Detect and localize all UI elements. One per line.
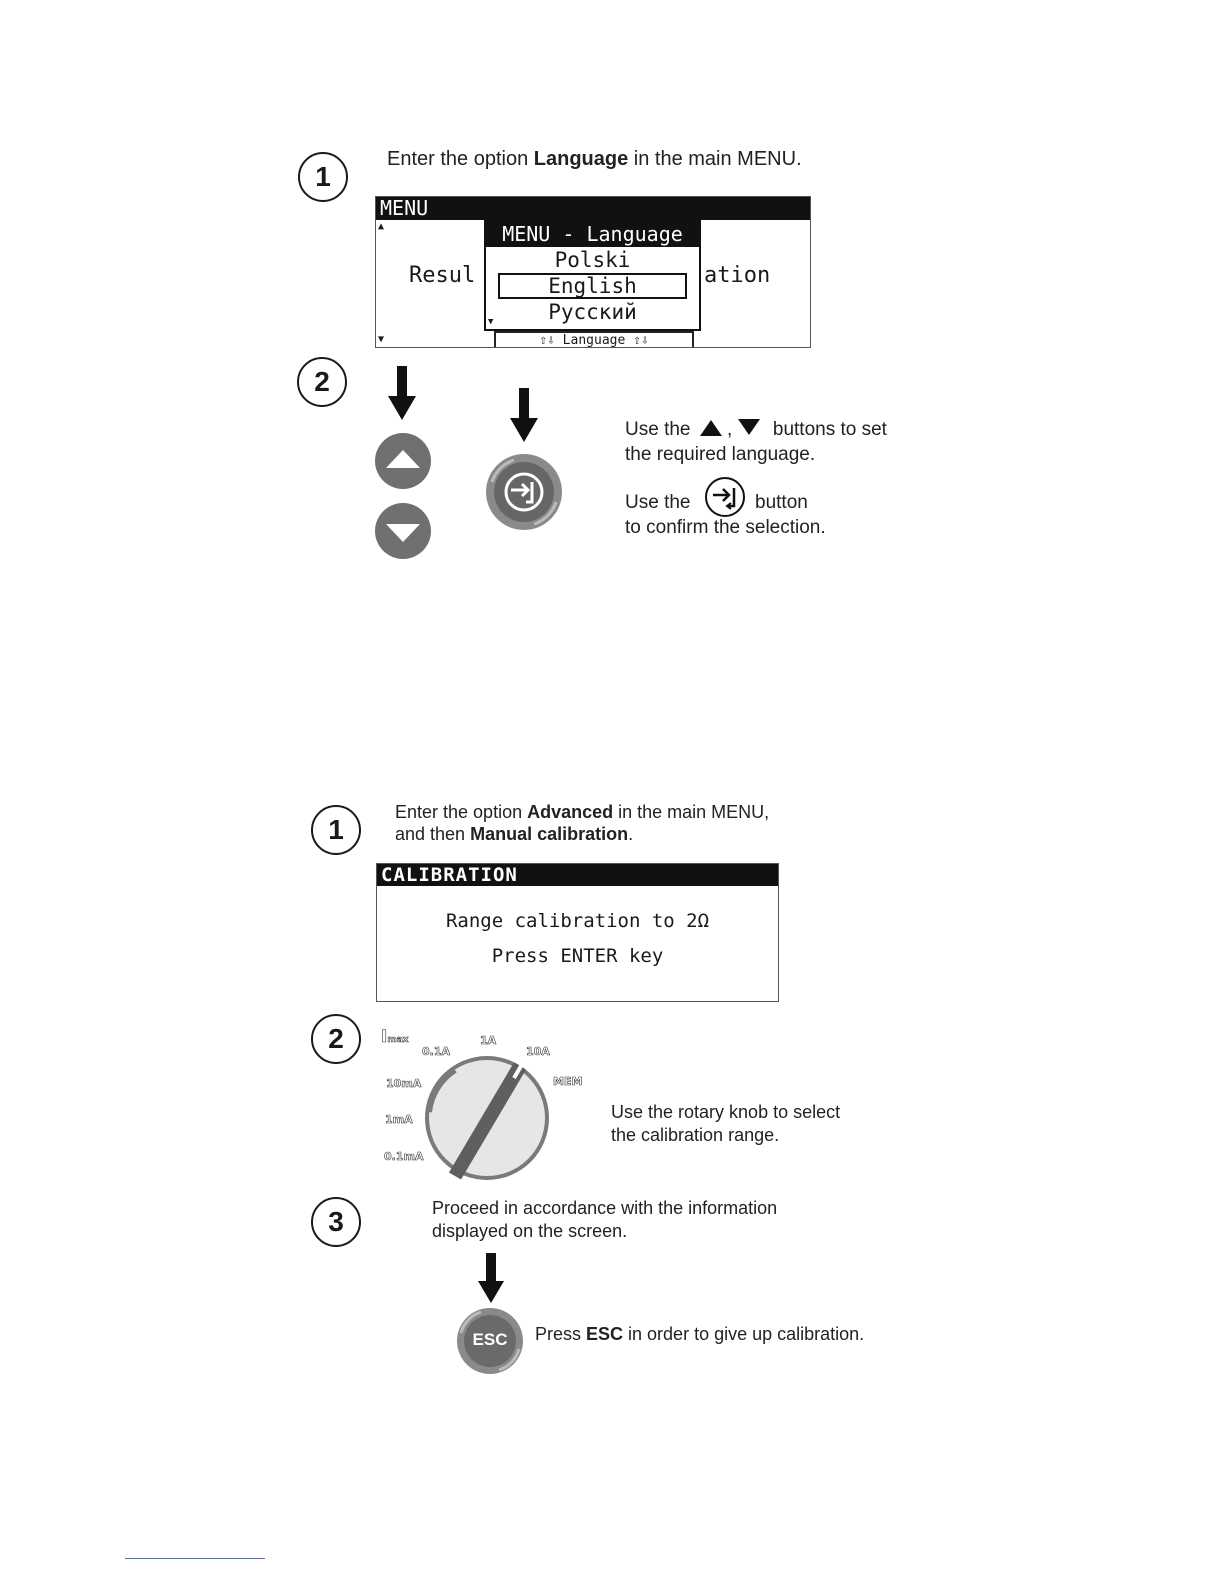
calibration-message-line2: Press ENTER key bbox=[491, 945, 664, 967]
step-1-instruction: Enter the option Language in the main MENU. bbox=[387, 148, 802, 170]
enter-button[interactable] bbox=[484, 452, 564, 532]
instruction-set-language-line2: the required language. bbox=[625, 444, 816, 465]
step-3-badge: 3 bbox=[311, 1197, 361, 1247]
knob-label-10a: 10A bbox=[526, 1045, 550, 1058]
instruction-confirm: Use the bbox=[625, 492, 691, 513]
knob-label-mem: MEM bbox=[553, 1075, 583, 1088]
up-triangle-icon bbox=[700, 420, 722, 436]
footer-rule bbox=[125, 1558, 265, 1559]
calibration-message-line1: Range calibration to 2Ω bbox=[445, 910, 710, 932]
popup-title: MENU - Language bbox=[486, 221, 699, 247]
language-option[interactable]: Polski bbox=[554, 248, 631, 272]
knob-label-1a: 1A bbox=[480, 1034, 497, 1047]
step-1-badge: 1 bbox=[311, 805, 361, 855]
step-2-badge: 2 bbox=[297, 357, 347, 407]
step-1-instruction-line2: and then Manual calibration. bbox=[395, 824, 634, 844]
up-button[interactable] bbox=[374, 432, 432, 490]
calibration-screen bbox=[376, 863, 779, 1002]
instruction-set-language: Use the , buttons to set bbox=[625, 419, 887, 440]
language-option-selected[interactable]: English bbox=[498, 273, 687, 299]
instruction-confirm-line2: to confirm the selection. bbox=[625, 517, 826, 538]
rotary-knob[interactable] bbox=[415, 1052, 555, 1182]
footer-hint: ⇧⇩ Language ⇧⇩ bbox=[494, 331, 694, 348]
esc-button-label: ESC bbox=[472, 1330, 508, 1349]
enter-icon bbox=[704, 476, 746, 518]
step-1-badge: 1 bbox=[298, 152, 348, 202]
popup-scroll-down-icon: ▼ bbox=[488, 317, 494, 327]
scroll-up-marker-icon: ▲ bbox=[378, 221, 385, 232]
esc-button[interactable] bbox=[455, 1307, 525, 1375]
arrow-down-icon bbox=[388, 366, 416, 420]
knob-instruction: Use the rotary knob to select bbox=[611, 1102, 841, 1122]
esc-instruction: Press ESC in order to give up calibration. bbox=[535, 1324, 865, 1344]
knob-label-1ma: 1mA bbox=[385, 1113, 413, 1126]
screen-title-bar: MENU bbox=[376, 197, 810, 220]
knob-label-0-1ma: 0.1mA bbox=[384, 1150, 424, 1163]
down-triangle-icon bbox=[738, 419, 760, 435]
step-1-instruction: Enter the option Advanced in the main MENU, bbox=[395, 802, 770, 822]
step-3-instruction-line2: displayed on the screen. bbox=[432, 1221, 628, 1241]
knob-label-10ma: 10mA bbox=[386, 1077, 422, 1090]
background-menu-text-left: Resul bbox=[409, 263, 476, 288]
knob-instruction-line2: the calibration range. bbox=[611, 1125, 780, 1145]
instruction-confirm-button-word: button bbox=[755, 492, 808, 513]
knob-label-0-1a: 0.1A bbox=[422, 1045, 450, 1058]
scroll-down-marker-icon: ▼ bbox=[378, 334, 385, 345]
arrow-down-icon bbox=[478, 1253, 504, 1303]
knob-label-imax: Imax bbox=[381, 1027, 409, 1047]
screen-title-bar: CALIBRATION bbox=[377, 864, 778, 886]
step-3-instruction: Proceed in accordance with the information bbox=[432, 1198, 778, 1218]
down-button[interactable] bbox=[374, 502, 432, 560]
language-popup bbox=[484, 219, 701, 331]
language-option[interactable]: Русский bbox=[548, 300, 637, 324]
arrow-down-icon bbox=[510, 388, 538, 442]
language-menu-screen bbox=[375, 196, 811, 348]
background-menu-text-right: ation bbox=[704, 263, 771, 288]
step-2-badge: 2 bbox=[311, 1014, 361, 1064]
